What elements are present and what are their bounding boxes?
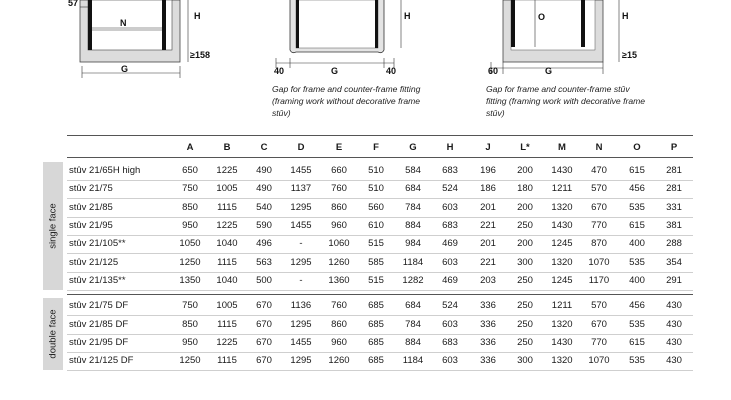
table-cell: 540 — [256, 202, 272, 213]
row-model-name: stûv 21/105** — [69, 238, 126, 249]
table-cell: 1115 — [217, 319, 237, 330]
col-header-p: P — [670, 142, 678, 153]
table-cell: 570 — [591, 183, 607, 194]
table-cell: 1184 — [402, 355, 424, 366]
table-cell: 1050 — [179, 238, 201, 249]
table-row — [67, 352, 693, 370]
table-cell: 760 — [331, 183, 347, 194]
table-cell: 1060 — [328, 238, 350, 249]
table-cell: 615 — [629, 220, 645, 231]
table-cell: 770 — [591, 337, 607, 348]
dim-60: 60 — [488, 66, 499, 76]
table-cell: 1136 — [290, 300, 312, 311]
col-header-o: O — [633, 142, 641, 153]
table-cell: 560 — [368, 202, 384, 213]
table-cell: 1320 — [551, 355, 573, 366]
table-cell: 1320 — [551, 319, 573, 330]
table-cell: 950 — [182, 337, 198, 348]
table-cell: 535 — [629, 355, 645, 366]
table-header-rule — [67, 157, 693, 158]
dim-H: H — [194, 11, 201, 21]
table-cell: 1295 — [290, 257, 312, 268]
col-header-n: N — [595, 142, 603, 153]
table-row — [67, 272, 693, 290]
dim-G: G — [331, 66, 339, 76]
table-cell: 515 — [368, 238, 384, 249]
table-cell: 750 — [182, 300, 198, 311]
table-cell: 1005 — [216, 300, 238, 311]
col-header-b: B — [223, 142, 231, 153]
table-row — [67, 235, 693, 253]
table-cell: 570 — [591, 300, 607, 311]
table-cell: 336 — [480, 300, 496, 311]
table-cell: 1040 — [216, 275, 238, 286]
table-cell: 1295 — [290, 355, 312, 366]
table-cell: 469 — [442, 238, 458, 249]
table-cell: 1225 — [216, 165, 238, 176]
table-cell: 515 — [368, 275, 384, 286]
table-cell: 1320 — [551, 202, 573, 213]
table-cell: 684 — [405, 183, 421, 194]
table-cell: 960 — [331, 337, 347, 348]
table-cell: 1211 — [551, 300, 573, 311]
table-cell: 650 — [182, 165, 198, 176]
table-cell: 850 — [182, 202, 198, 213]
table-cell: 490 — [256, 183, 272, 194]
table-cell: 670 — [256, 337, 272, 348]
table-cell: 203 — [480, 275, 496, 286]
dim-15: ≥15 — [622, 50, 637, 60]
dim-57: 57 — [68, 0, 79, 8]
table-cell: 1225 — [216, 220, 238, 231]
table-cell: 950 — [182, 220, 198, 231]
table-cell: 784 — [405, 319, 421, 330]
table-cell: 186 — [480, 183, 496, 194]
table-cell: 584 — [405, 165, 421, 176]
table-cell: 300 — [517, 257, 533, 268]
table-row — [67, 199, 693, 217]
col-header-c: C — [260, 142, 268, 153]
dim-G: G — [121, 64, 129, 74]
table-cell: 221 — [480, 257, 496, 268]
table-cell: 524 — [442, 300, 458, 311]
table-cell: 615 — [629, 337, 645, 348]
table-cell: 670 — [591, 202, 607, 213]
table-cell: 1430 — [551, 220, 573, 231]
table-cell: 610 — [368, 220, 384, 231]
col-header-l: L* — [520, 142, 530, 153]
table-cell: 430 — [666, 337, 682, 348]
table-cell: 456 — [629, 300, 645, 311]
table-cell: 250 — [517, 319, 533, 330]
table-cell: 1295 — [290, 202, 312, 213]
table-cell: 500 — [256, 275, 272, 286]
table-row — [67, 162, 693, 180]
row-rule — [67, 370, 693, 371]
dim-G: G — [545, 66, 553, 76]
table-cell: 685 — [368, 355, 384, 366]
table-cell: 336 — [480, 319, 496, 330]
table-cell: 884 — [405, 220, 421, 231]
table-cell: 670 — [591, 319, 607, 330]
row-model-name: stûv 21/85 — [69, 202, 113, 213]
table-cell: 850 — [182, 319, 198, 330]
table-cell: 1360 — [328, 275, 350, 286]
table-cell: 430 — [666, 319, 682, 330]
table-cell: 603 — [442, 319, 458, 330]
table-cell: 1455 — [290, 337, 312, 348]
table-cell: 200 — [517, 165, 533, 176]
row-model-name: stûv 21/95 — [69, 220, 113, 231]
row-model-name: stûv 21/125 DF — [69, 355, 134, 366]
row-model-name: stûv 21/85 DF — [69, 319, 129, 330]
table-cell: 1430 — [551, 337, 573, 348]
table-cell: 603 — [442, 257, 458, 268]
table-cell: 535 — [629, 319, 645, 330]
table-cell: 1040 — [216, 238, 238, 249]
diagram-left-drawing — [0, 0, 220, 85]
table-cell: 1250 — [179, 355, 201, 366]
table-cell: 685 — [368, 300, 384, 311]
table-cell: 381 — [666, 220, 682, 231]
table-row — [67, 316, 693, 334]
col-header-d: D — [297, 142, 305, 153]
table-cell: - — [299, 275, 303, 286]
table-cell: 683 — [442, 220, 458, 231]
table-cell: 1211 — [551, 183, 573, 194]
table-cell: 870 — [591, 238, 607, 249]
table-cell: 196 — [480, 165, 496, 176]
diagram-middle — [270, 0, 430, 85]
table-row — [67, 334, 693, 352]
table-cell: 1115 — [217, 355, 237, 366]
table-cell: 250 — [517, 275, 533, 286]
table-cell: - — [299, 238, 303, 249]
table-cell: 685 — [368, 319, 384, 330]
table-cell: 354 — [666, 257, 682, 268]
table-cell: 683 — [442, 337, 458, 348]
table-cell: 400 — [629, 238, 645, 249]
table-cell: 430 — [666, 355, 682, 366]
table-cell: 400 — [629, 275, 645, 286]
row-model-name: stûv 21/95 DF — [69, 337, 129, 348]
table-cell: 1070 — [588, 355, 610, 366]
row-model-name: stûv 21/75 DF — [69, 300, 129, 311]
table-cell: 1005 — [216, 183, 238, 194]
table-cell: 1115 — [217, 202, 237, 213]
table-top-rule — [67, 135, 693, 136]
table-cell: 860 — [331, 202, 347, 213]
table-cell: 750 — [182, 183, 198, 194]
col-header-g: G — [409, 142, 417, 153]
table-cell: 684 — [405, 300, 421, 311]
table-cell: 603 — [442, 355, 458, 366]
col-header-e: E — [335, 142, 343, 153]
table-cell: 524 — [442, 183, 458, 194]
dim-H: H — [404, 11, 411, 21]
table-cell: 291 — [666, 275, 682, 286]
group-label-double-face: double face — [43, 298, 63, 370]
table-cell: 660 — [331, 165, 347, 176]
caption-right: Gap for frame and counter-frame stûv fitting (framing work with decorative frame stûv) — [486, 84, 646, 118]
table-cell: 585 — [368, 257, 384, 268]
table-row — [67, 297, 693, 315]
table-cell: 1455 — [290, 165, 312, 176]
table-cell: 760 — [331, 300, 347, 311]
table-cell: 281 — [666, 183, 682, 194]
table-cell: 1455 — [290, 220, 312, 231]
table-cell: 510 — [368, 183, 384, 194]
table-cell: 281 — [666, 165, 682, 176]
dim-40-left: 40 — [274, 66, 285, 76]
table-row — [67, 217, 693, 235]
table-cell: 336 — [480, 355, 496, 366]
col-header-j: J — [485, 142, 491, 153]
table-cell: 1250 — [179, 257, 201, 268]
table-cell: 490 — [256, 165, 272, 176]
table-cell: 470 — [591, 165, 607, 176]
table-cell: 288 — [666, 238, 682, 249]
table-cell: 603 — [442, 202, 458, 213]
table-cell: 1245 — [551, 275, 573, 286]
col-header-h: H — [446, 142, 454, 153]
row-model-name: stûv 21/125 — [69, 257, 119, 268]
dim-O: O — [538, 12, 546, 22]
row-model-name: stûv 21/135** — [69, 275, 126, 286]
table-cell: 685 — [368, 337, 384, 348]
table-cell: 201 — [480, 238, 496, 249]
table-cell: 1282 — [402, 275, 424, 286]
table-cell: 670 — [256, 319, 272, 330]
table-cell: 670 — [256, 300, 272, 311]
table-cell: 884 — [405, 337, 421, 348]
table-cell: 250 — [517, 337, 533, 348]
table-cell: 430 — [666, 300, 682, 311]
dim-158: ≥158 — [190, 50, 210, 60]
col-header-a: A — [186, 142, 194, 153]
table-cell: 1070 — [588, 257, 610, 268]
table-cell: 300 — [517, 355, 533, 366]
table-cell: 590 — [256, 220, 272, 231]
table-cell: 1260 — [328, 257, 350, 268]
group-divider — [67, 294, 693, 295]
table-cell: 1225 — [216, 337, 238, 348]
table-cell: 496 — [256, 238, 272, 249]
table-cell: 615 — [629, 165, 645, 176]
group-label-single-face: single face — [43, 162, 63, 290]
row-model-name: stûv 21/75 — [69, 183, 113, 194]
table-cell: 469 — [442, 275, 458, 286]
diagram-right-drawing — [485, 0, 655, 75]
diagram-left — [0, 0, 220, 85]
table-cell: 1170 — [588, 275, 610, 286]
table-cell: 1245 — [551, 238, 573, 249]
table-cell: 770 — [591, 220, 607, 231]
row-model-name: stûv 21/65H high — [69, 165, 141, 176]
table-cell: 250 — [517, 300, 533, 311]
dim-40-right: 40 — [386, 66, 397, 76]
table-row — [67, 254, 693, 272]
dim-N: N — [120, 18, 127, 28]
table-cell: 1320 — [551, 257, 573, 268]
table-cell: 784 — [405, 202, 421, 213]
table-cell: 683 — [442, 165, 458, 176]
table-cell: 200 — [517, 202, 533, 213]
row-rule — [67, 290, 693, 291]
table-cell: 180 — [517, 183, 533, 194]
diagram-right — [485, 0, 655, 85]
col-header-m: M — [558, 142, 566, 153]
table-cell: 1184 — [402, 257, 424, 268]
dim-H: H — [622, 11, 629, 21]
table-cell: 1137 — [290, 183, 312, 194]
table-cell: 860 — [331, 319, 347, 330]
table-cell: 670 — [256, 355, 272, 366]
caption-middle: Gap for frame and counter-frame fitting (framing work without decorative frame stûv) — [272, 84, 421, 118]
table-cell: 535 — [629, 257, 645, 268]
table-cell: 201 — [480, 202, 496, 213]
table-cell: 336 — [480, 337, 496, 348]
table-cell: 563 — [256, 257, 272, 268]
table-cell: 1350 — [179, 275, 201, 286]
table-cell: 1430 — [551, 165, 573, 176]
table-cell: 1295 — [290, 319, 312, 330]
table-cell: 960 — [331, 220, 347, 231]
table-row — [67, 180, 693, 198]
table-cell: 331 — [666, 202, 682, 213]
table-cell: 535 — [629, 202, 645, 213]
table-cell: 221 — [480, 220, 496, 231]
table-cell: 510 — [368, 165, 384, 176]
table-cell: 456 — [629, 183, 645, 194]
table-cell: 200 — [517, 238, 533, 249]
col-header-f: F — [373, 142, 379, 153]
table-cell: 250 — [517, 220, 533, 231]
table-cell: 1115 — [217, 257, 237, 268]
table-cell: 1260 — [328, 355, 350, 366]
table-cell: 984 — [405, 238, 421, 249]
